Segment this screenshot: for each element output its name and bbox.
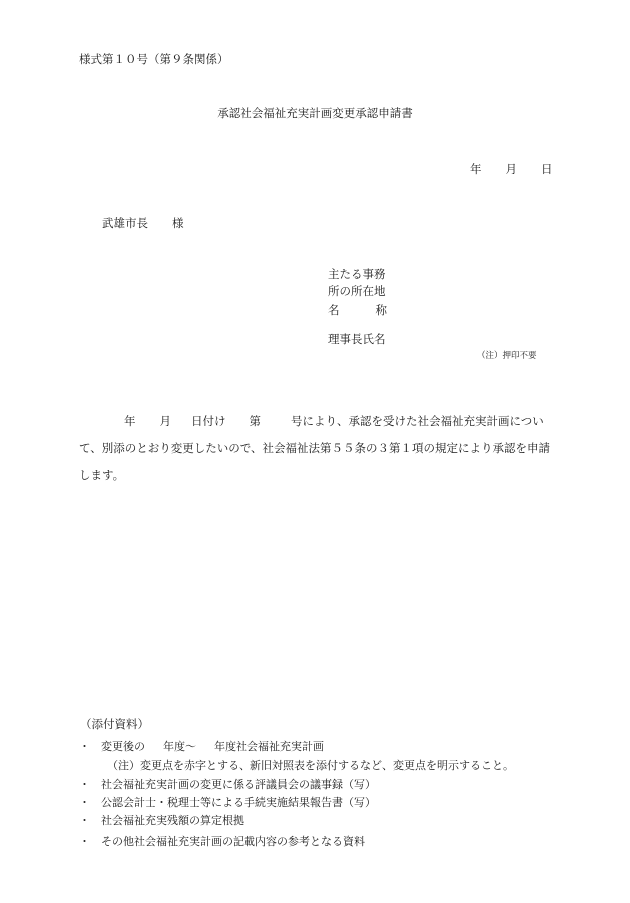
name-label-b: 称: [375, 303, 387, 317]
office-address-label-line1: 主たる事務: [328, 267, 386, 281]
item1-text-a: 変更後の: [101, 740, 145, 753]
application-body-text: [79, 408, 557, 489]
date-day-label: 日: [541, 162, 553, 176]
list-item: [79, 778, 376, 791]
item1-text-b: 年度～: [163, 740, 196, 753]
form-number: 様式第１０号（第９条関係）: [79, 52, 229, 66]
list-item: [79, 814, 244, 827]
document-title: 承認社会福祉充実計画変更承認申請書: [217, 106, 413, 120]
item2-text: 社会福祉充実計画の変更に係る評議員会の議事録（写）: [101, 778, 376, 791]
body-dai-label: 第: [249, 414, 261, 428]
item3-text: 公認会計士・税理士等による手続実施結果報告書（写）: [101, 796, 376, 809]
addressee-honorific: 様: [172, 216, 184, 230]
addressee: [102, 217, 184, 231]
office-address-label-line2: 所の所在地: [328, 284, 386, 298]
date-year-label: 年: [470, 162, 482, 176]
list-item: [79, 796, 376, 809]
attachment-note: （注）変更点を赤字とする、新旧対照表を添付するなど、変更点を明示すること。: [107, 759, 514, 772]
bullet: ・: [79, 778, 90, 791]
body-month-label: 月: [159, 414, 171, 428]
corporation-name-label: [328, 302, 387, 319]
date-line: [446, 163, 553, 177]
body-main-text: 号により、承認を受けた社会福祉充実計画について、別添のとおり変更したいので、社会福祉法第５５条の３第１項の規定により承認を申請します。: [79, 414, 551, 482]
seal-not-required-note: （注）押印不要: [477, 351, 537, 361]
bullet: ・: [79, 796, 90, 809]
name-label-a: 名: [328, 303, 340, 317]
bullet: ・: [79, 835, 90, 848]
body-year-label: 年: [124, 414, 136, 428]
list-item: [79, 740, 324, 753]
bullet: ・: [79, 740, 90, 753]
addressee-name: 武雄市長: [102, 216, 148, 230]
body-date-suffix: 日付け: [191, 414, 226, 428]
applicant-block: [328, 266, 387, 348]
item4-text: 社会福祉充実残額の算定根拠: [101, 814, 244, 827]
date-month-label: 月: [505, 162, 517, 176]
bullet: ・: [79, 814, 90, 827]
list-item: [79, 835, 365, 848]
attachments-title: （添付資料）: [80, 717, 149, 731]
item1-text-c: 年度社会福祉充実計画: [214, 740, 324, 753]
item5-text: その他社会福祉充実計画の記載内容の参考となる資料: [101, 835, 365, 848]
chairperson-name-label: 理事長氏名: [328, 332, 386, 346]
